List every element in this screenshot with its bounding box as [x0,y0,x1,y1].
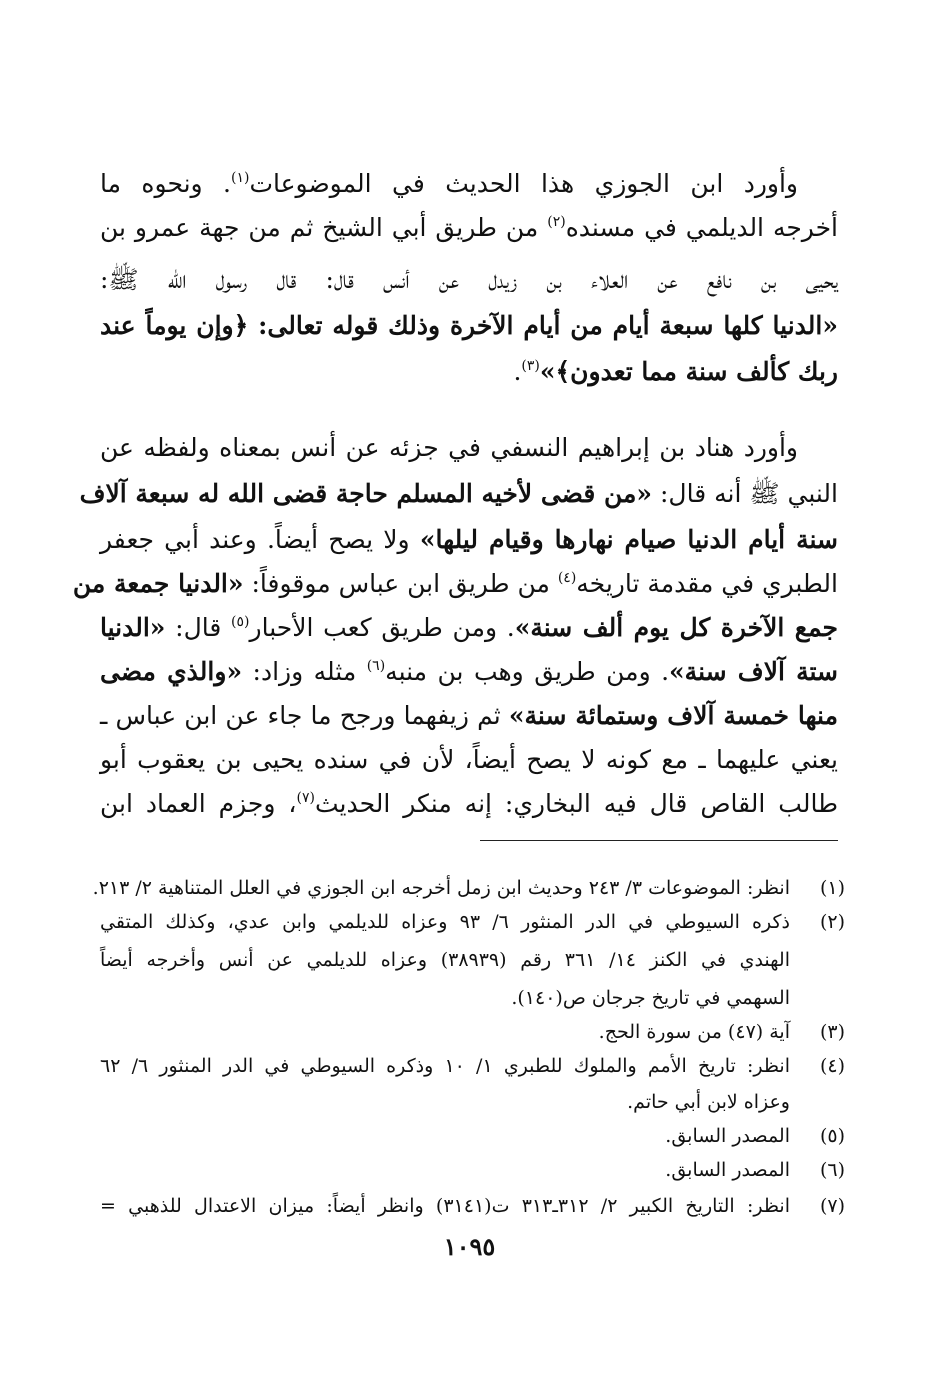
footnote-6-text: المصدر السابق. [665,1159,790,1181]
p2-line-4-b: من طريق ابن عباس موقوفاً: [243,569,558,598]
footnote-ref-5[interactable]: (٥) [231,614,250,630]
p2-line-4-a: الطبري في مقدمة تاريخه [576,569,838,598]
footnote-2-number: (٢) [819,911,845,933]
p2-line-6-d: «والذي مضى [100,657,243,686]
footnote-1 [92,872,845,904]
footnote-5-number: (٥) [819,1125,845,1147]
p1-line-5-end: . [513,357,522,386]
p2-line-1-text: وأورد هناد بن إبراهيم النسفي في جزئه عن أنس بمعناه ولفظه عن [100,433,798,462]
footnote-3-text: آية (٤٧) من سورة الحج. [598,1021,790,1043]
p2-line-8 [100,738,838,782]
footnote-3 [100,1016,845,1048]
p2-line-9 [100,782,838,826]
footnote-ref-2[interactable]: (٢) [547,214,566,230]
p2-line-7-b: ثم زيفهما ورجح ما جاء عن ابن عباس ـ [100,701,509,730]
p2-line-3-b: ولا يصح أيضاً. وعند أبي جعفر [100,525,420,554]
p2-line-6-c: مثله وزاد: [242,657,367,686]
p2-line-8-text: يعني عليهما ـ مع كونه لا يصح أيضاً، لأن في سنده يحيى بن يعقوب أبو [100,745,838,774]
footnote-6-number: (٦) [819,1159,845,1181]
footnote-7-text: انظر: التاريخ الكبير ٢/ ٣١٢ـ٣١٣ ت(٣١٤١) وانظر أيضاً: ميزان الاعتدال للذهبي = [100,1195,790,1217]
footnote-4-text-line-2: وعزاه لابن أبي حاتم. [627,1091,790,1113]
footnote-7 [100,1190,845,1222]
p1-line-3 [100,258,838,302]
footnote-4-cont [100,1086,845,1118]
p1-line-4-text: «الدنيا كلها سبعة أيام من أيام الآخرة وذلك قوله تعالى: ﴿وإن يوماً عند [100,311,838,340]
p2-line-2-a: النبي ﷺ أنه قال: [652,479,838,508]
p1-line-1 [100,162,838,206]
page-number: ١٠٩٥ [443,1232,496,1261]
p1-line-1-text: وأورد ابن الجوزي هذا الحديث في الموضوعات [249,169,798,198]
footnote-2-text-line-1: ذكره السيوطي في الدر المنثور ٦/ ٩٣ وعزاه للديلمي وابن عدي، وكذلك المتقي [100,911,791,933]
footnote-4 [100,1050,845,1082]
footnote-6 [100,1154,845,1186]
p2-line-5-d: «الدنيا [100,613,166,642]
p1-line-2-end: من طريق أبي الشيخ ثم من جهة عمرو بن [100,213,548,242]
p2-line-4 [72,562,838,606]
footnote-1-number: (١) [819,877,845,899]
p2-line-2-b: «من قضى لأخيه المسلم حاجة قضى الله له سبعة آلاف [79,479,653,508]
footnote-2 [100,906,845,938]
p2-line-3-a: سنة أيام الدنيا صيام نهارها وقيام ليلها» [419,525,838,554]
footnote-ref-7[interactable]: (٧) [296,790,315,806]
p2-line-7 [100,694,838,738]
p2-line-6-a: ستة آلاف سنة» [669,657,838,686]
footnote-2-cont-1 [100,944,845,976]
footnote-1-text: انظر: الموضوعات ٣/ ٢٤٣ وحديث ابن زمل أخرجه ابن الجوزي في العلل المتناهية ٢/ ٢١٣. [92,877,790,899]
p2-line-6 [100,650,838,694]
p2-line-9-a: طالب القاص قال فيه البخاري: إنه منكر الحديث [314,789,838,818]
p2-line-7-a: منها خمسة آلاف وستمائة سنة» [508,701,838,730]
p2-line-2 [79,472,838,516]
footnote-4-text-line-1: انظر: تاريخ الأمم والملوك للطبري ١/ ١٠ وذكره السيوطي في الدر المنثور ٦/ ٦٢ [100,1055,790,1077]
p1-line-1-end: . ونحوه ما [100,169,231,198]
footnote-7-number: (٧) [819,1195,845,1217]
p1-line-5 [100,350,838,394]
p1-line-5-text: ربك كألف سنة مما تعدون﴾» [539,357,838,386]
footnote-separator [480,840,838,841]
footnote-ref-1[interactable]: (١) [230,170,250,186]
p2-line-4-c: «الدنيا جمعة من [72,569,244,598]
p1-line-4 [100,304,838,348]
footnote-5 [100,1120,845,1152]
p1-line-2-text: أخرجه الديلمي في مسنده [565,213,838,242]
p2-line-5-a: جمع الآخرة كل يوم ألف سنة» [514,613,838,642]
footnote-2-text-line-2: الهندي في الكنز ١٤/ ٣٦١ رقم (٣٨٩٣٩) وعزاه للديلمي عن أنس وأخرجه أيضاً [100,949,790,971]
p2-line-5-b: . ومن طريق كعب الأحبار [249,613,515,642]
p2-line-3 [100,518,838,562]
footnote-ref-6[interactable]: (٦) [366,658,386,674]
p1-line-3-text: يحيى بن نافع عن العلاء بن زيدل عن أنس قال: قال رسول الله ﷺ: [100,265,838,294]
footnote-4-number: (٤) [819,1055,845,1077]
p2-line-6-b: . ومن طريق وهب بن منبه [385,657,670,686]
p2-line-1 [100,426,838,470]
footnote-ref-3[interactable]: (٣) [521,358,540,374]
p2-line-5 [100,606,838,650]
footnote-2-cont-2 [100,982,845,1014]
p2-line-5-c: قال: [165,613,232,642]
footnote-ref-4[interactable]: (٤) [557,570,577,586]
footnote-2-text-line-3: السهمي في تاريخ جرجان ص(١٤٠). [511,987,790,1009]
footnote-3-number: (٣) [819,1021,845,1043]
p1-line-2 [100,206,838,250]
footnote-5-text: المصدر السابق. [665,1125,790,1147]
p2-line-9-b: ، وجزم العماد ابن [100,789,297,818]
